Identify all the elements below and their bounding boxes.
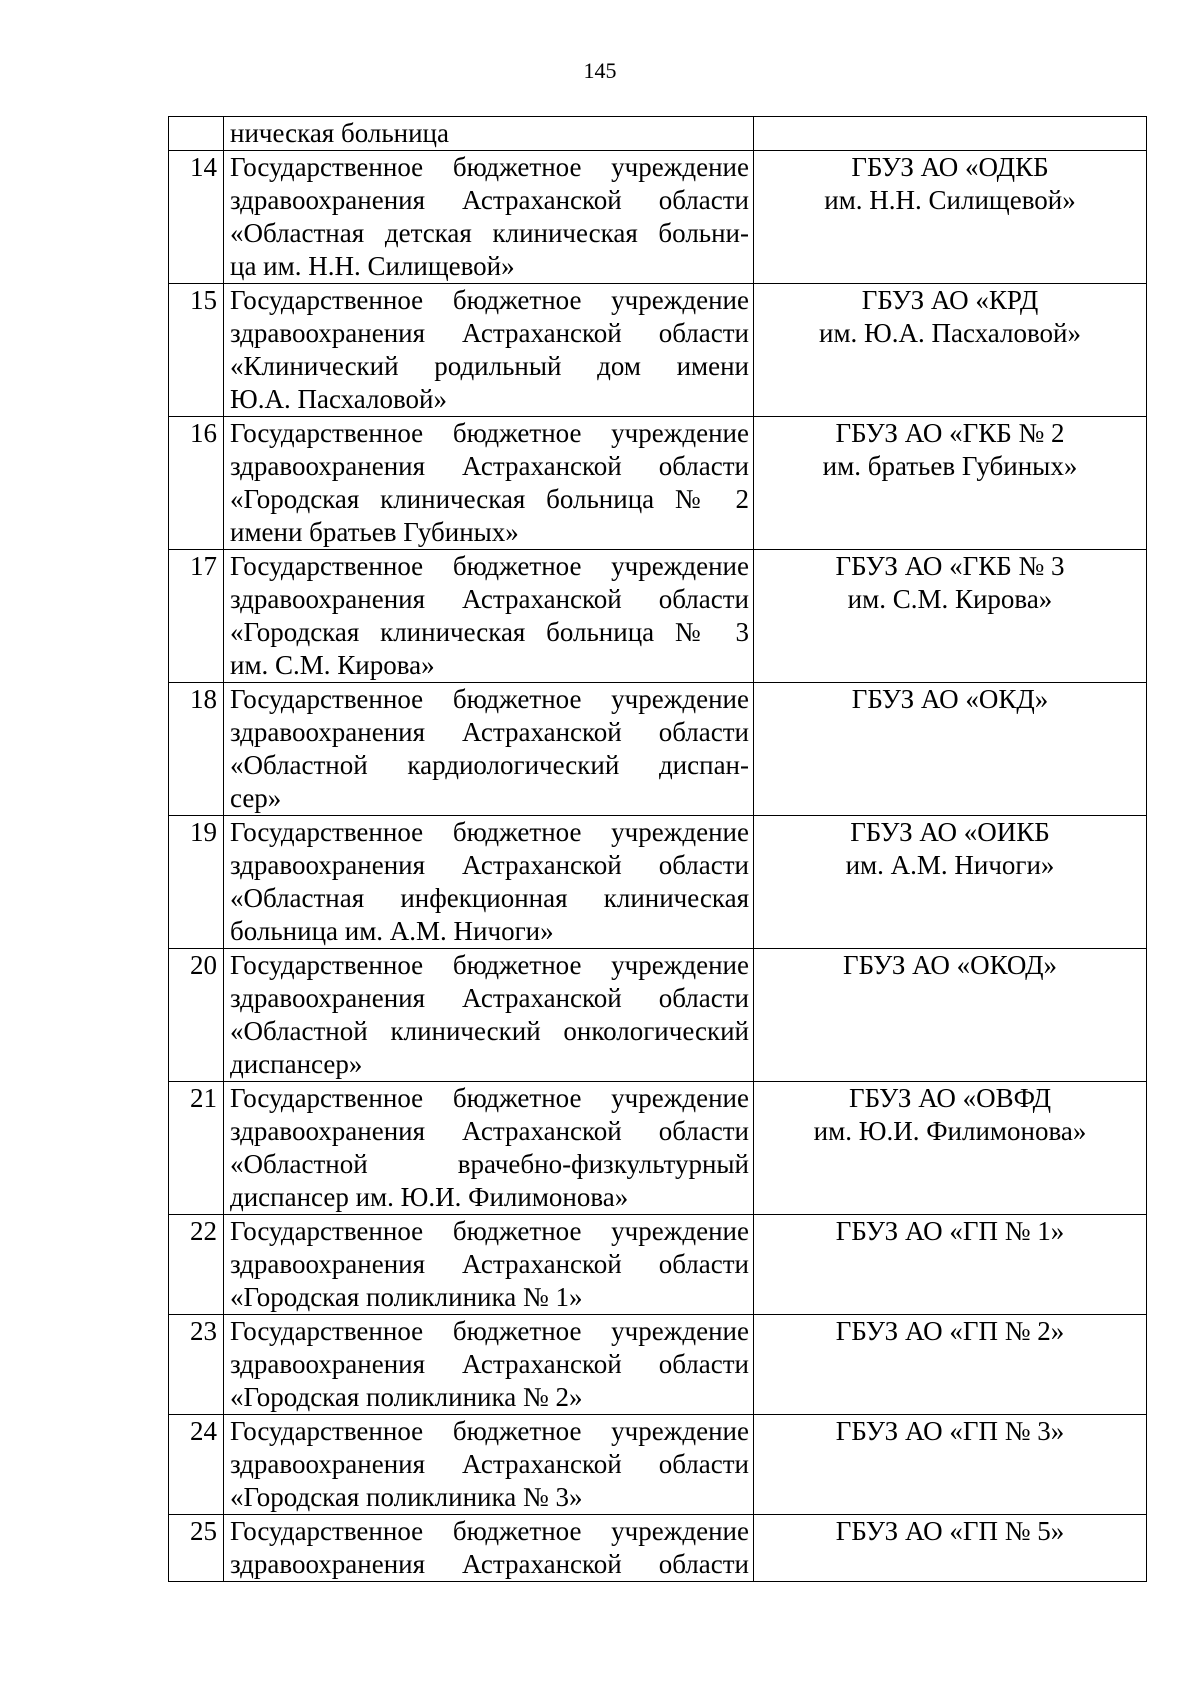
- table-row: [169, 1082, 1147, 1215]
- institution-name-cell: [224, 284, 754, 417]
- institution-name-cell: [224, 550, 754, 683]
- institution-name-line: Государственное бюджетное учреждение: [230, 285, 749, 315]
- row-number-cell: [169, 284, 224, 417]
- institution-name-line: «Городская поликлиника № 1»: [230, 1282, 583, 1312]
- table-row: [169, 151, 1147, 284]
- institution-name-line: имени братьев Губиных»: [230, 517, 519, 547]
- short-name-line: ГБУЗ АО «ОКОД»: [842, 950, 1057, 980]
- short-name-cell: [754, 1515, 1147, 1582]
- short-name-line: ГБУЗ АО «КРД: [861, 285, 1039, 315]
- short-name-cell: [754, 1315, 1147, 1415]
- short-name-cell: [754, 417, 1147, 550]
- institution-name-line: «Областной кардиологический диспан-: [230, 750, 749, 780]
- row-number: 18: [190, 684, 217, 714]
- row-number: 24: [190, 1416, 217, 1446]
- institution-name-line: «Городская поликлиника № 3»: [230, 1482, 583, 1512]
- row-number-cell: [169, 1515, 224, 1582]
- institution-name-line: Государственное бюджетное учреждение: [230, 1216, 749, 1246]
- institution-name-line: Государственное бюджетное учреждение: [230, 950, 749, 980]
- institution-name-line: «Областная детская клиническая больни-: [230, 218, 749, 248]
- institution-name-line: здравоохранения Астраханской области: [230, 983, 749, 1013]
- institution-name-line: «Клинический родильный дом имени: [230, 351, 749, 381]
- row-number-cell: [169, 1215, 224, 1315]
- institution-name-cell: [224, 816, 754, 949]
- institution-name-line: Государственное бюджетное учреждение: [230, 684, 749, 714]
- row-number-cell: [169, 550, 224, 683]
- short-name-cell: [754, 683, 1147, 816]
- short-name-line: им. братьев Губиных»: [822, 451, 1078, 481]
- row-number: 20: [190, 950, 217, 980]
- institution-name-cell: [224, 1315, 754, 1415]
- row-number-cell: [169, 117, 224, 151]
- institution-name-line: диспансер»: [230, 1049, 363, 1079]
- row-number-cell: [169, 949, 224, 1082]
- institution-name-line: диспансер им. Ю.И. Филимонова»: [230, 1182, 629, 1212]
- institution-name-line: Государственное бюджетное учреждение: [230, 1516, 749, 1546]
- institution-name-line: Государственное бюджетное учреждение: [230, 1316, 749, 1346]
- short-name-line: ГБУЗ АО «ОВФД: [849, 1083, 1051, 1113]
- table-row: [169, 683, 1147, 816]
- institution-name-line: здравоохранения Астраханской области: [230, 318, 749, 348]
- institution-name-cell: [224, 1082, 754, 1215]
- institution-name-line: Государственное бюджетное учреждение: [230, 817, 749, 847]
- table-row: [169, 417, 1147, 550]
- institution-name-line: ца им. Н.Н. Силищевой»: [230, 251, 515, 281]
- institution-name-line: «Городская поликлиника № 2»: [230, 1382, 583, 1412]
- row-number-cell: [169, 151, 224, 284]
- short-name-line: ГБУЗ АО «ГП № 2»: [835, 1316, 1065, 1346]
- row-number: 16: [190, 418, 217, 448]
- short-name-line: ГБУЗ АО «ОДКБ: [851, 152, 1049, 182]
- row-number: 19: [190, 817, 217, 847]
- table-row: [169, 1315, 1147, 1415]
- institution-name-line: «Областной клинический онкологический: [230, 1016, 749, 1046]
- short-name-cell: [754, 816, 1147, 949]
- table-row: [169, 1515, 1147, 1582]
- row-number: 22: [190, 1216, 217, 1246]
- institution-name-line: «Городская клиническая больница № 3: [230, 617, 749, 647]
- short-name-line: ГБУЗ АО «ГКБ № 3: [835, 551, 1065, 581]
- short-name-line: им. Ю.А. Пасхаловой»: [819, 318, 1081, 348]
- institution-name-line: здравоохранения Астраханской области: [230, 1116, 749, 1146]
- institution-name-cell: [224, 417, 754, 550]
- institution-name-cell: [224, 1415, 754, 1515]
- row-number-cell: [169, 1315, 224, 1415]
- row-number-cell: [169, 1415, 224, 1515]
- table-row: [169, 816, 1147, 949]
- institution-name-line: ническая больница: [230, 118, 449, 148]
- row-number: 14: [190, 152, 217, 182]
- row-number-cell: [169, 1082, 224, 1215]
- row-number: 23: [190, 1316, 217, 1346]
- row-number: 21: [190, 1083, 217, 1113]
- institution-name-line: Государственное бюджетное учреждение: [230, 1083, 749, 1113]
- institution-name-line: здравоохранения Астраханской области: [230, 451, 749, 481]
- institutions-table: [168, 116, 1147, 1582]
- institution-name-line: здравоохранения Астраханской области: [230, 850, 749, 880]
- table-row: [169, 1415, 1147, 1515]
- short-name-line: ГБУЗ АО «ОКД»: [851, 684, 1049, 714]
- institution-name-line: Государственное бюджетное учреждение: [230, 418, 749, 448]
- institution-name-cell: [224, 117, 754, 151]
- institution-name-line: Ю.А. Пасхаловой»: [230, 384, 447, 414]
- short-name-line: им. А.М. Ничоги»: [845, 850, 1055, 880]
- institution-name-line: здравоохранения Астраханской области: [230, 1549, 749, 1579]
- short-name-line: ГБУЗ АО «ОИКБ: [850, 817, 1050, 847]
- institution-name-line: здравоохранения Астраханской области: [230, 584, 749, 614]
- institution-name-line: им. С.М. Кирова»: [230, 650, 435, 680]
- institution-name-cell: [224, 949, 754, 1082]
- institution-name-line: здравоохранения Астраханской области: [230, 1449, 749, 1479]
- institution-name-line: здравоохранения Астраханской области: [230, 185, 749, 215]
- row-number-cell: [169, 417, 224, 550]
- institution-name-line: сер»: [230, 783, 282, 813]
- institution-name-line: «Областная инфекционная клиническая: [230, 883, 749, 913]
- institution-name-line: здравоохранения Астраханской области: [230, 1249, 749, 1279]
- institution-name-line: Государственное бюджетное учреждение: [230, 1416, 749, 1446]
- table-row: [169, 949, 1147, 1082]
- short-name-line: ГБУЗ АО «ГП № 1»: [835, 1216, 1065, 1246]
- institution-name-line: здравоохранения Астраханской области: [230, 1349, 749, 1379]
- short-name-cell: [754, 117, 1147, 151]
- table-row: [169, 550, 1147, 683]
- short-name-cell: [754, 151, 1147, 284]
- short-name-cell: [754, 1415, 1147, 1515]
- short-name-cell: [754, 550, 1147, 683]
- institution-name-line: Государственное бюджетное учреждение: [230, 551, 749, 581]
- institution-name-line: «Областной врачебно-физкультурный: [230, 1149, 749, 1179]
- table-row-continuation: [169, 117, 1147, 151]
- institution-name-line: Государственное бюджетное учреждение: [230, 152, 749, 182]
- short-name-line: им. С.М. Кирова»: [847, 584, 1053, 614]
- short-name-line: ГБУЗ АО «ГП № 3»: [835, 1416, 1065, 1446]
- row-number-cell: [169, 816, 224, 949]
- row-number: 15: [190, 285, 217, 315]
- short-name-line: им. Н.Н. Силищевой»: [824, 185, 1076, 215]
- page-number: 145: [583, 58, 617, 83]
- institution-name-cell: [224, 683, 754, 816]
- table-body: [169, 117, 1147, 1582]
- row-number-cell: [169, 683, 224, 816]
- institution-name-line: здравоохранения Астраханской области: [230, 717, 749, 747]
- table-row: [169, 1215, 1147, 1315]
- row-number: 17: [190, 551, 217, 581]
- row-number: 25: [190, 1516, 217, 1546]
- short-name-line: им. Ю.И. Филимонова»: [813, 1116, 1087, 1146]
- institution-name-cell: [224, 1515, 754, 1582]
- institution-name-line: «Городская клиническая больница № 2: [230, 484, 749, 514]
- institution-name-line: больница им. А.М. Ничоги»: [230, 916, 554, 946]
- short-name-cell: [754, 949, 1147, 1082]
- institution-name-cell: [224, 151, 754, 284]
- short-name-cell: [754, 1215, 1147, 1315]
- short-name-line: ГБУЗ АО «ГКБ № 2: [835, 418, 1065, 448]
- short-name-cell: [754, 284, 1147, 417]
- table-row: [169, 284, 1147, 417]
- institution-name-cell: [224, 1215, 754, 1315]
- short-name-cell: [754, 1082, 1147, 1215]
- short-name-line: ГБУЗ АО «ГП № 5»: [835, 1516, 1065, 1546]
